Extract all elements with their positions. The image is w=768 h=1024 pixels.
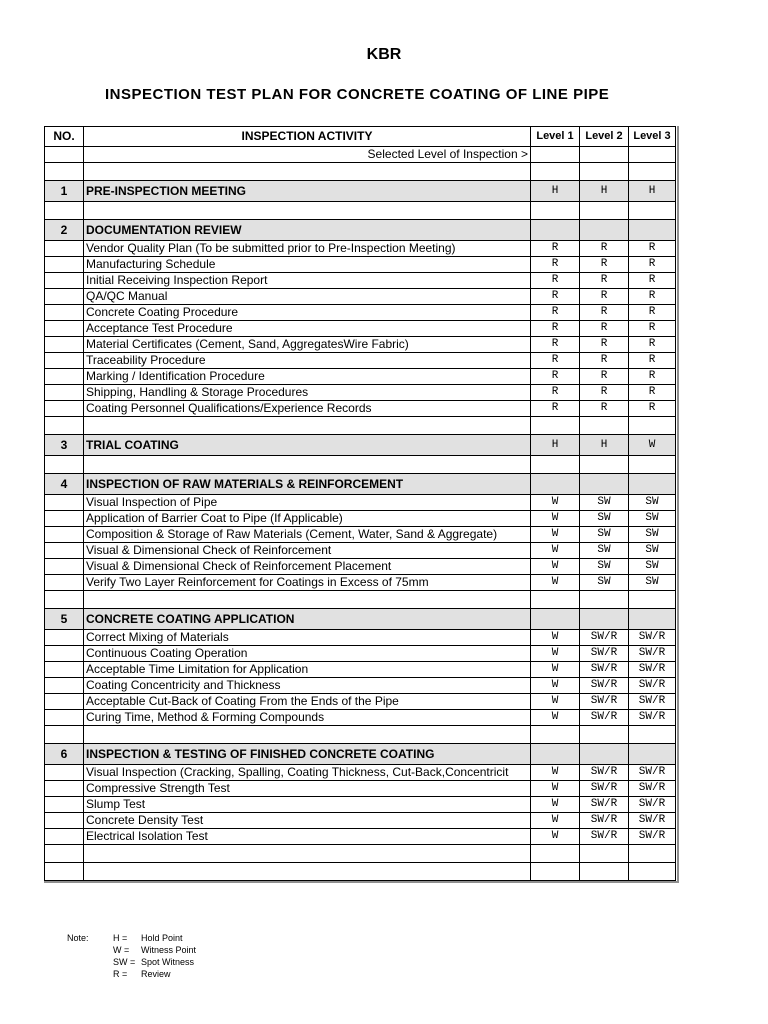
document-title [105, 86, 665, 103]
level-2-code: SW/R [580, 694, 629, 710]
level-2-code: SW [580, 543, 629, 559]
spacer-cell [629, 163, 676, 181]
section-title: INSPECTION OF RAW MATERIALS & REINFORCEMENT [84, 474, 531, 495]
level-2-code: SW/R [580, 710, 629, 726]
level-1-code: R [531, 401, 580, 417]
row-number-cell [45, 694, 84, 710]
level-3-code: R [629, 385, 676, 401]
spacer-cell [84, 202, 531, 220]
spacer-cell [580, 863, 629, 881]
level-2-code: R [580, 321, 629, 337]
spacer-cell [45, 202, 84, 220]
spacer-row [45, 417, 676, 435]
level-1-code: W [531, 543, 580, 559]
spacer-row [45, 591, 676, 609]
row-number-cell [45, 369, 84, 385]
selected-level-blank [45, 147, 84, 163]
level-1-code: W [531, 527, 580, 543]
level-2-code: SW [580, 511, 629, 527]
section-row [45, 609, 676, 630]
legend-value: Witness Point [141, 945, 197, 955]
spacer-cell [45, 591, 84, 609]
legend-value: Review [141, 969, 171, 979]
row-number-cell [45, 765, 84, 781]
level-2-code: SW/R [580, 765, 629, 781]
section-level-2-code: H [580, 181, 629, 202]
level-2-code: R [580, 241, 629, 257]
activity-text: Coating Concentricity and Thickness [84, 678, 531, 694]
row-number-cell [45, 321, 84, 337]
spacer-cell [45, 417, 84, 435]
table-row [45, 813, 676, 829]
spacer-cell [531, 845, 580, 863]
row-number-cell [45, 575, 84, 591]
level-3-code: R [629, 241, 676, 257]
level-1-code: W [531, 781, 580, 797]
level-3-code: SW [629, 575, 676, 591]
section-level-2-code [580, 474, 629, 495]
spacer-cell [580, 417, 629, 435]
table-row [45, 630, 676, 646]
section-level-1-code [531, 474, 580, 495]
section-number: 4 [45, 474, 84, 495]
activity-text: Acceptance Test Procedure [84, 321, 531, 337]
spacer-cell [45, 726, 84, 744]
column-header-level-3: Level 3 [629, 127, 676, 147]
level-2-code: SW/R [580, 781, 629, 797]
legend-item [113, 944, 313, 956]
spacer-row [45, 863, 676, 881]
table-row [45, 765, 676, 781]
legend-key: W = [113, 945, 130, 955]
spacer-row [45, 163, 676, 181]
table-row [45, 385, 676, 401]
spacer-cell [45, 456, 84, 474]
level-2-code: SW [580, 495, 629, 511]
level-3-code: SW [629, 527, 676, 543]
section-row [45, 744, 676, 765]
row-number-cell [45, 678, 84, 694]
spacer-cell [84, 591, 531, 609]
row-number-cell [45, 257, 84, 273]
level-1-code: R [531, 385, 580, 401]
company-name: KBR [366, 46, 402, 63]
table-row [45, 646, 676, 662]
activity-text: Continuous Coating Operation [84, 646, 531, 662]
level-1-code: R [531, 353, 580, 369]
level-1-code: R [531, 257, 580, 273]
legend-key: SW = [113, 957, 136, 967]
activity-text: Concrete Density Test [84, 813, 531, 829]
spacer-cell [629, 726, 676, 744]
section-level-2-code [580, 609, 629, 630]
level-3-code: R [629, 353, 676, 369]
level-2-code: SW [580, 559, 629, 575]
row-number-cell [45, 273, 84, 289]
row-number-cell [45, 305, 84, 321]
spacer-cell [580, 726, 629, 744]
activity-text: Visual & Dimensional Check of Reinforcement Placement [84, 559, 531, 575]
section-number: 2 [45, 220, 84, 241]
document-title-text: INSPECTION TEST PLAN FOR CONCRETE COATING OF LINE PIPE [105, 86, 610, 103]
spacer-cell [580, 591, 629, 609]
level-3-code: R [629, 401, 676, 417]
spacer-row [45, 456, 676, 474]
spacer-row [45, 202, 676, 220]
table-row [45, 662, 676, 678]
level-2-code: R [580, 257, 629, 273]
spacer-cell [629, 202, 676, 220]
spacer-cell [629, 591, 676, 609]
row-number-cell [45, 630, 84, 646]
legend-item [113, 968, 313, 980]
table-row [45, 289, 676, 305]
legend-value: Spot Witness [141, 957, 195, 967]
section-level-2-code: H [580, 435, 629, 456]
level-3-code: SW/R [629, 781, 676, 797]
spacer-cell [580, 845, 629, 863]
table-row [45, 559, 676, 575]
notes-label: Note: [67, 933, 89, 943]
level-3-code: SW [629, 559, 676, 575]
level-2-code: SW/R [580, 797, 629, 813]
level-1-code: R [531, 305, 580, 321]
level-1-code: W [531, 646, 580, 662]
section-number: 5 [45, 609, 84, 630]
section-row [45, 474, 676, 495]
level-3-code: SW/R [629, 765, 676, 781]
legend-key: H = [113, 933, 128, 943]
section-level-1-code [531, 609, 580, 630]
column-header-activity: INSPECTION ACTIVITY [84, 127, 531, 147]
spacer-cell [531, 417, 580, 435]
activity-text: Application of Barrier Coat to Pipe (If Applicable) [84, 511, 531, 527]
activity-text: Compressive Strength Test [84, 781, 531, 797]
level-3-code: R [629, 337, 676, 353]
table-row [45, 353, 676, 369]
spacer-row [45, 845, 676, 863]
table-header-row [45, 127, 676, 147]
row-number-cell [45, 337, 84, 353]
level-3-code: SW [629, 543, 676, 559]
section-number: 3 [45, 435, 84, 456]
level-3-code: SW [629, 511, 676, 527]
activity-text: Manufacturing Schedule [84, 257, 531, 273]
section-level-3-code [629, 474, 676, 495]
activity-text: Vendor Quality Plan (To be submitted prior to Pre-Inspection Meeting) [84, 241, 531, 257]
row-number-cell [45, 385, 84, 401]
spacer-cell [531, 456, 580, 474]
level-3-code: R [629, 305, 676, 321]
level-1-code: W [531, 575, 580, 591]
row-number-cell [45, 527, 84, 543]
activity-text: Electrical Isolation Test [84, 829, 531, 845]
level-1-code: R [531, 241, 580, 257]
table-row [45, 321, 676, 337]
level-2-code: R [580, 385, 629, 401]
level-3-code: R [629, 257, 676, 273]
section-title: TRIAL COATING [84, 435, 531, 456]
level-2-code: R [580, 369, 629, 385]
row-number-cell [45, 559, 84, 575]
section-title: PRE-INSPECTION MEETING [84, 181, 531, 202]
level-3-code: SW/R [629, 710, 676, 726]
row-number-cell [45, 511, 84, 527]
level-3-code: SW/R [629, 797, 676, 813]
spacer-cell [45, 163, 84, 181]
spacer-cell [84, 417, 531, 435]
spacer-cell [84, 726, 531, 744]
level-1-code: W [531, 829, 580, 845]
table-row [45, 710, 676, 726]
section-number: 6 [45, 744, 84, 765]
section-level-3-code [629, 220, 676, 241]
section-title: DOCUMENTATION REVIEW [84, 220, 531, 241]
inspection-table-frame [44, 126, 679, 883]
activity-text: Acceptable Cut-Back of Coating From the Ends of the Pipe [84, 694, 531, 710]
section-level-1-code: H [531, 435, 580, 456]
level-2-code: R [580, 305, 629, 321]
spacer-cell [531, 863, 580, 881]
section-level-1-code [531, 744, 580, 765]
level-1-code: W [531, 710, 580, 726]
level-3-code: R [629, 321, 676, 337]
level-3-code: R [629, 289, 676, 305]
activity-text: Acceptable Time Limitation for Application [84, 662, 531, 678]
row-number-cell [45, 401, 84, 417]
section-row [45, 181, 676, 202]
level-3-code: SW/R [629, 694, 676, 710]
table-row [45, 694, 676, 710]
table-row [45, 678, 676, 694]
spacer-cell [531, 163, 580, 181]
activity-text: Visual Inspection (Cracking, Spalling, Coating Thickness, Cut-Back,Concentricit [84, 765, 531, 781]
legend-value: Hold Point [141, 933, 183, 943]
activity-text: Marking / Identification Procedure [84, 369, 531, 385]
level-1-code: R [531, 321, 580, 337]
legend-item [113, 956, 313, 968]
spacer-cell [45, 845, 84, 863]
table-row [45, 337, 676, 353]
column-header-no: NO. [45, 127, 84, 147]
level-1-code: W [531, 511, 580, 527]
section-level-3-code: H [629, 181, 676, 202]
legend-list [113, 932, 313, 980]
level-3-code: SW/R [629, 646, 676, 662]
level-1-code: W [531, 559, 580, 575]
level-1-code: W [531, 495, 580, 511]
section-number: 1 [45, 181, 84, 202]
row-number-cell [45, 495, 84, 511]
spacer-cell [84, 456, 531, 474]
table-row [45, 575, 676, 591]
section-row [45, 220, 676, 241]
table-row [45, 511, 676, 527]
section-level-1-code [531, 220, 580, 241]
column-header-level-1: Level 1 [531, 127, 580, 147]
row-number-cell [45, 829, 84, 845]
level-3-code: SW/R [629, 678, 676, 694]
table-row [45, 495, 676, 511]
level-2-code: SW [580, 575, 629, 591]
spacer-cell [629, 845, 676, 863]
row-number-cell [45, 646, 84, 662]
level-2-code: SW/R [580, 662, 629, 678]
row-number-cell [45, 662, 84, 678]
level-2-code: SW/R [580, 829, 629, 845]
level-1-code: R [531, 337, 580, 353]
activity-text: Correct Mixing of Materials [84, 630, 531, 646]
activity-text: Verify Two Layer Reinforcement for Coatings in Excess of 75mm [84, 575, 531, 591]
row-number-cell [45, 797, 84, 813]
activity-text: Shipping, Handling & Storage Procedures [84, 385, 531, 401]
level-1-code: W [531, 797, 580, 813]
spacer-cell [84, 845, 531, 863]
section-title: INSPECTION & TESTING OF FINISHED CONCRETE COATING [84, 744, 531, 765]
level-3-code: SW/R [629, 829, 676, 845]
activity-text: Composition & Storage of Raw Materials (Cement, Water, Sand & Aggregate) [84, 527, 531, 543]
table-row [45, 305, 676, 321]
level-1-code: W [531, 630, 580, 646]
selected-level-label: Selected Level of Inspection > [84, 147, 531, 163]
spacer-cell [629, 863, 676, 881]
table-row [45, 543, 676, 559]
legend-key: R = [113, 969, 128, 979]
level-2-code: R [580, 289, 629, 305]
table-row [45, 797, 676, 813]
level-2-code: SW/R [580, 813, 629, 829]
row-number-cell [45, 241, 84, 257]
activity-text: Visual Inspection of Pipe [84, 495, 531, 511]
level-2-code: SW/R [580, 678, 629, 694]
level-1-code: W [531, 813, 580, 829]
spacer-cell [531, 591, 580, 609]
table-row [45, 257, 676, 273]
table-row [45, 369, 676, 385]
section-level-3-code [629, 744, 676, 765]
activity-text: Slump Test [84, 797, 531, 813]
level-2-code: R [580, 401, 629, 417]
section-level-2-code [580, 220, 629, 241]
level-1-code: W [531, 662, 580, 678]
level-2-code: SW [580, 527, 629, 543]
table-row [45, 273, 676, 289]
spacer-cell [84, 863, 531, 881]
legend-item [113, 932, 313, 944]
activity-text: Visual & Dimensional Check of Reinforcement [84, 543, 531, 559]
table-row [45, 241, 676, 257]
table-row [45, 527, 676, 543]
spacer-cell [531, 726, 580, 744]
level-3-code: SW/R [629, 813, 676, 829]
level-3-code: SW/R [629, 662, 676, 678]
level-1-code: R [531, 369, 580, 385]
spacer-cell [629, 417, 676, 435]
section-level-2-code [580, 744, 629, 765]
activity-text: Curing Time, Method & Forming Compounds [84, 710, 531, 726]
spacer-cell [84, 163, 531, 181]
row-number-cell [45, 543, 84, 559]
table-row [45, 829, 676, 845]
spacer-cell [531, 202, 580, 220]
level-1-code: W [531, 678, 580, 694]
selected-level-1-cell[interactable] [531, 147, 580, 163]
row-number-cell [45, 813, 84, 829]
level-3-code: SW [629, 495, 676, 511]
spacer-cell [580, 202, 629, 220]
section-title: CONCRETE COATING APPLICATION [84, 609, 531, 630]
level-1-code: R [531, 273, 580, 289]
level-1-code: W [531, 765, 580, 781]
table-row [45, 781, 676, 797]
level-3-code: R [629, 369, 676, 385]
spacer-row [45, 726, 676, 744]
activity-text: Traceability Procedure [84, 353, 531, 369]
row-number-cell [45, 289, 84, 305]
table-row [45, 401, 676, 417]
selected-level-2-cell[interactable] [580, 147, 629, 163]
inspection-table [44, 126, 676, 881]
column-header-level-2: Level 2 [580, 127, 629, 147]
section-level-3-code [629, 609, 676, 630]
row-number-cell [45, 710, 84, 726]
selected-level-row [45, 147, 676, 163]
spacer-cell [580, 163, 629, 181]
activity-text: Initial Receiving Inspection Report [84, 273, 531, 289]
section-level-1-code: H [531, 181, 580, 202]
section-level-3-code: W [629, 435, 676, 456]
level-3-code: R [629, 273, 676, 289]
level-3-code: SW/R [629, 630, 676, 646]
row-number-cell [45, 353, 84, 369]
level-1-code: R [531, 289, 580, 305]
activity-text: QA/QC Manual [84, 289, 531, 305]
level-2-code: R [580, 353, 629, 369]
section-row [45, 435, 676, 456]
level-2-code: R [580, 273, 629, 289]
spacer-cell [580, 456, 629, 474]
level-2-code: SW/R [580, 646, 629, 662]
spacer-cell [45, 863, 84, 881]
level-2-code: R [580, 337, 629, 353]
spacer-cell [629, 456, 676, 474]
selected-level-3-cell[interactable] [629, 147, 676, 163]
level-2-code: SW/R [580, 630, 629, 646]
activity-text: Concrete Coating Procedure [84, 305, 531, 321]
activity-text: Material Certificates (Cement, Sand, AggregatesWire Fabric) [84, 337, 531, 353]
level-1-code: W [531, 694, 580, 710]
row-number-cell [45, 781, 84, 797]
activity-text: Coating Personnel Qualifications/Experience Records [84, 401, 531, 417]
